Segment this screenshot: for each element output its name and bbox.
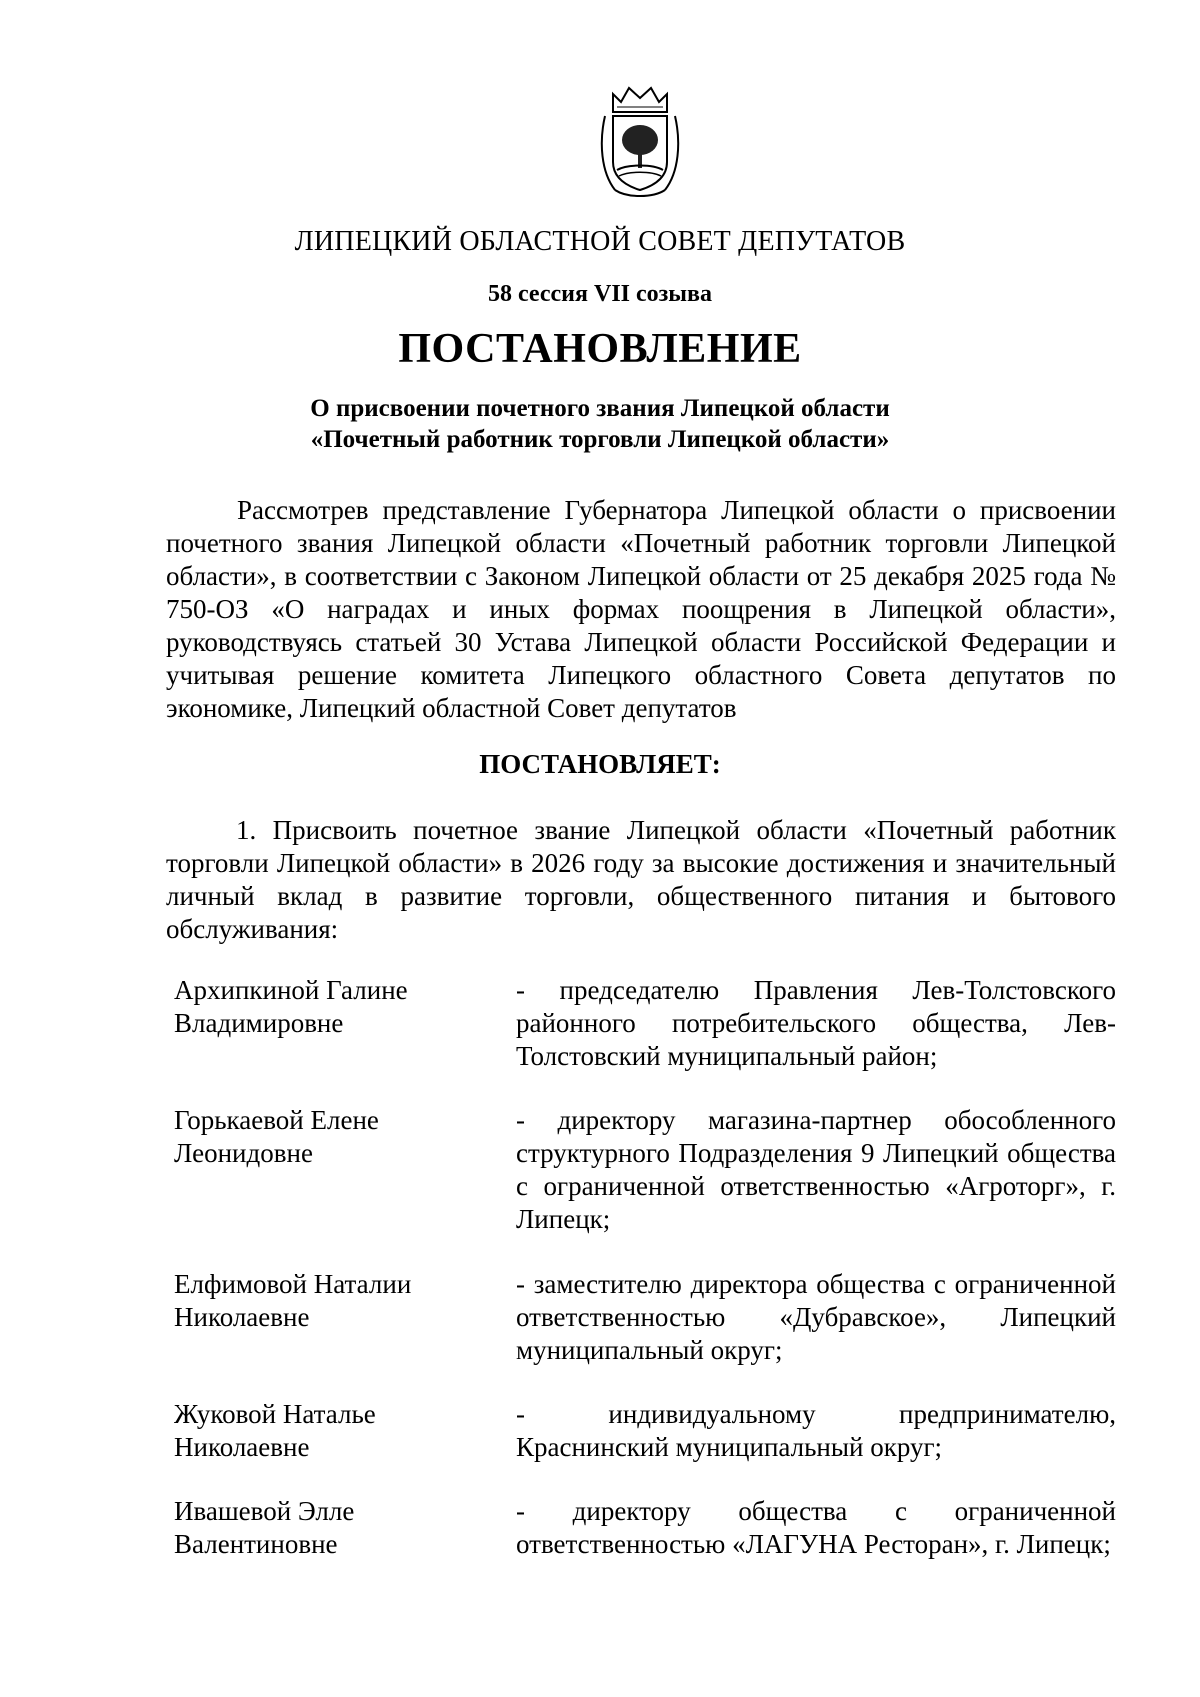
awardee-patronymic: Валентиновне <box>174 1529 338 1559</box>
awardee-surname: Елфимовой Наталии <box>174 1269 412 1299</box>
awardee-surname: Горькаевой Елене <box>174 1105 379 1135</box>
awardee-position: - индивидуальному предпринимателю, Краснинский муниципальный округ; <box>516 1399 1116 1462</box>
item-1-paragraph: 1. Присвоить почетное звание Липецкой области «Почетный работник торговли Липецкой области» в 2026 году за высокие достижения и значительный личный вклад в развитие торговли, общественного питания и бытового обслуживания: <box>166 815 1116 944</box>
awardee-patronymic: Николаевне <box>174 1302 310 1332</box>
subject-line-2: «Почетный работник торговли Липецкой области» <box>310 426 890 453</box>
awardee-patronymic: Леонидовне <box>174 1138 313 1168</box>
session-number: 58 сессия VII созыва <box>487 281 712 307</box>
page-title: ПОСТАНОВЛЕНИЕ <box>398 326 802 372</box>
awardee-name <box>174 974 494 1040</box>
resolution-subject <box>0 393 1200 455</box>
awardee-surname: Архипкиной Галине <box>174 975 408 1005</box>
awardee-position: - директору магазина-партнер обособленного структурного Подразделения 9 Липецкий общества с ограниченной ответственностью «Агроторг», г. Липецк; <box>516 1105 1116 1234</box>
awardee-name <box>174 1268 494 1334</box>
awardee-position: - председателю Правления Лев-Толстовского районного потребительского общества, Лев-Толстовский муниципальный район; <box>516 975 1116 1071</box>
awardee-patronymic: Владимировне <box>174 1008 344 1038</box>
awardee-position: - директору общества с ограниченной ответственностью «ЛАГУНА Ресторан», г. Липецк; <box>516 1496 1116 1559</box>
subject-line-1: О присвоении почетного звания Липецкой области <box>310 395 890 422</box>
awardee-position: - заместителю директора общества с ограниченной ответственностью «Дубравское», Липецкий муниципальный округ; <box>516 1269 1116 1365</box>
coat-of-arms-icon <box>599 82 681 200</box>
awardee-surname: Жуковой Наталье <box>174 1399 376 1429</box>
preamble-paragraph: Рассмотрев представление Губернатора Липецкой области о присвоении почетного звания Липецкой области «Почетный работник торговли Липецкой области», в соответствии с Законом Липецкой области от 25 декабря 2025 года № 750-ОЗ «О наградах и иных формах поощрения в Липецкой области», руководствуясь статьей 30 Устава Липецкой области Российской Федерации и учитывая решение комитета Липецкого областного Совета депутатов по экономике, Липецкий областной Совет депутатов <box>166 495 1116 723</box>
council-name: ЛИПЕЦКИЙ ОБЛАСТНОЙ СОВЕТ ДЕПУТАТОВ <box>294 226 906 257</box>
awardee-name <box>174 1495 494 1561</box>
awardee-name <box>174 1398 494 1464</box>
awardee-name <box>174 1104 494 1170</box>
awardee-patronymic: Николаевне <box>174 1432 310 1462</box>
awardee-surname: Ивашевой Элле <box>174 1496 355 1526</box>
resolves-heading: ПОСТАНОВЛЯЕТ: <box>479 749 721 779</box>
